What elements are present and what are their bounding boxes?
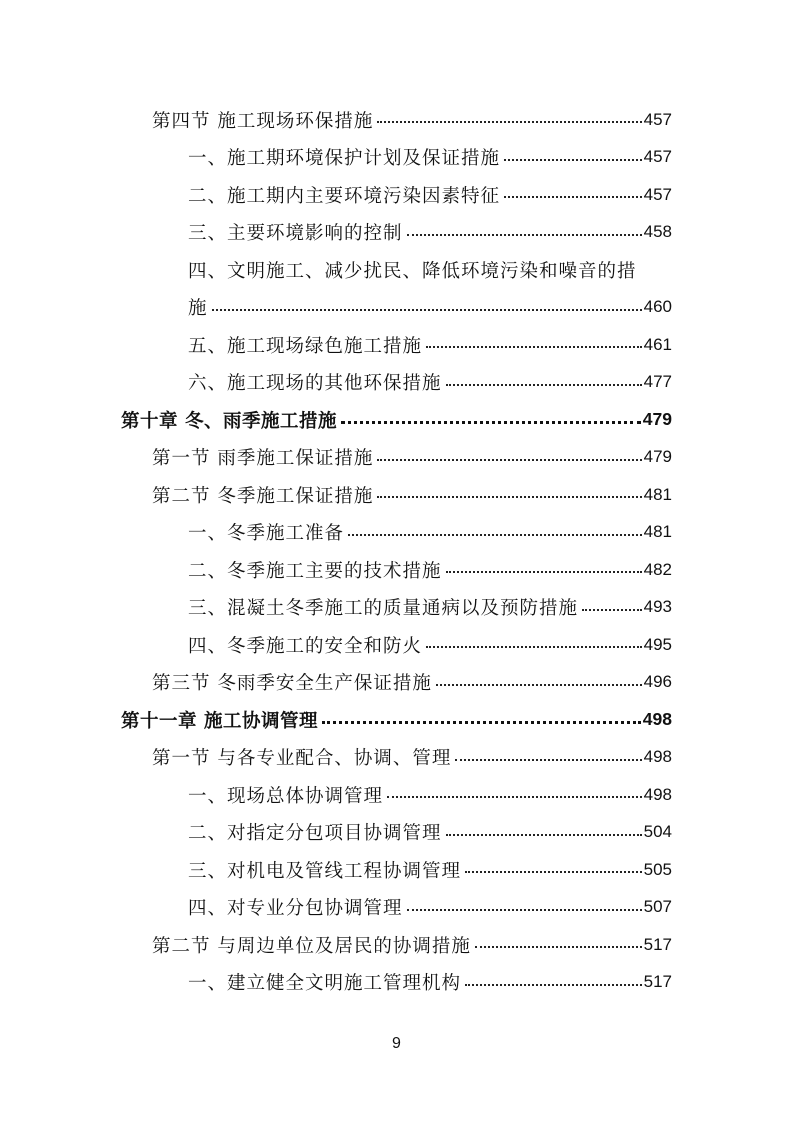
toc-item-entry[interactable] bbox=[188, 851, 672, 888]
toc-leader-dots bbox=[446, 362, 642, 386]
toc-entry-title: 一、现场总体协调管理 bbox=[188, 785, 384, 807]
toc-entry-page: 505 bbox=[643, 859, 672, 879]
toc-item-entry[interactable] bbox=[188, 889, 672, 926]
toc-entry-title: 第四节 施工现场环保措施 bbox=[152, 110, 374, 132]
toc-item-entry[interactable] bbox=[188, 214, 672, 251]
toc-chapter-entry[interactable] bbox=[121, 401, 672, 438]
toc-section-entry[interactable] bbox=[152, 664, 672, 701]
toc-section-entry[interactable] bbox=[152, 101, 672, 138]
toc-entry-page: 498 bbox=[643, 784, 672, 804]
toc-entry-page: 481 bbox=[643, 522, 672, 541]
toc-entry-title: 三、主要环境影响的控制 bbox=[188, 223, 403, 244]
toc-entry-page: 495 bbox=[643, 634, 672, 654]
toc-leader-dots bbox=[504, 137, 642, 161]
toc-entry-page: 461 bbox=[643, 334, 672, 354]
toc-item-entry[interactable] bbox=[188, 551, 672, 588]
toc-entry-title: 一、建立健全文明施工管理机构 bbox=[188, 973, 462, 994]
toc-entry-page: 479 bbox=[642, 409, 672, 429]
toc-entry-page: 496 bbox=[643, 672, 672, 691]
toc-item-entry-wrapped[interactable] bbox=[188, 251, 672, 288]
toc-leader-dots bbox=[377, 437, 641, 461]
toc-leader-dots bbox=[504, 174, 642, 198]
toc-entry-title: 五、施工现场绿色施工措施 bbox=[188, 335, 423, 357]
toc-entry-title: 六、施工现场的其他环保措施 bbox=[188, 373, 442, 394]
toc-leader-dots bbox=[436, 662, 642, 686]
toc-entry-page: 498 bbox=[642, 709, 672, 729]
toc-leader-dots bbox=[377, 474, 641, 498]
toc-entry-page: 507 bbox=[643, 897, 672, 916]
toc-entry-page: 460 bbox=[643, 297, 672, 316]
toc-leader-dots bbox=[455, 737, 641, 761]
toc-leader-dots bbox=[407, 212, 642, 236]
toc-item-entry[interactable] bbox=[188, 364, 672, 401]
toc-entry-title: 第一节 雨季施工保证措施 bbox=[152, 448, 374, 469]
toc-entry-page: 457 bbox=[643, 147, 672, 166]
toc-entry-page: 517 bbox=[643, 934, 672, 954]
toc-entry-title: 二、对指定分包项目协调管理 bbox=[188, 823, 442, 844]
toc-entry-title: 第十章 冬、雨季施工措施 bbox=[121, 410, 337, 432]
toc-entry-title: 第二节 冬季施工保证措施 bbox=[152, 485, 374, 507]
toc-leader-dots bbox=[322, 699, 641, 724]
toc-entry-page: 458 bbox=[643, 222, 672, 241]
toc-leader-dots bbox=[426, 324, 642, 348]
toc-leader-dots bbox=[407, 887, 642, 911]
toc-entry-title: 一、施工期环境保护计划及保证措施 bbox=[188, 148, 501, 169]
toc-item-entry-continuation[interactable] bbox=[188, 289, 672, 326]
page-number: 9 bbox=[392, 1035, 401, 1052]
toc-leader-dots bbox=[387, 774, 642, 798]
toc-section-entry[interactable] bbox=[152, 926, 672, 963]
toc-entry-title: 三、混凝土冬季施工的质量通病以及预防措施 bbox=[188, 598, 579, 619]
toc-entry-page: 504 bbox=[643, 822, 672, 841]
toc-entry-title: 四、文明施工、减少扰民、降低环境污染和噪音的措 bbox=[188, 260, 637, 282]
toc-leader-dots bbox=[582, 587, 642, 611]
toc-item-entry[interactable] bbox=[188, 326, 672, 363]
toc-entry-title: 四、对专业分包协调管理 bbox=[188, 898, 403, 919]
toc-item-entry[interactable] bbox=[188, 626, 672, 663]
toc-entry-page: 481 bbox=[643, 484, 672, 504]
toc-section-entry[interactable] bbox=[152, 739, 672, 776]
toc-entry-title: 三、对机电及管线工程协调管理 bbox=[188, 860, 462, 882]
toc-entry-title: 第二节 与周边单位及居民的协调措施 bbox=[152, 935, 471, 957]
toc-leader-dots bbox=[341, 399, 641, 424]
toc-entry-title: 第三节 冬雨季安全生产保证措施 bbox=[152, 673, 432, 694]
toc-section-entry[interactable] bbox=[152, 476, 672, 513]
toc-entry-page: 517 bbox=[643, 972, 672, 991]
toc-leader-dots bbox=[465, 849, 642, 873]
toc-leader-dots bbox=[426, 624, 642, 648]
toc-leader-dots bbox=[475, 924, 642, 948]
toc-entry-page: 477 bbox=[643, 372, 672, 391]
toc-item-entry[interactable] bbox=[188, 139, 672, 176]
toc-entry-page: 457 bbox=[643, 184, 672, 204]
toc-entry-page: 482 bbox=[643, 559, 672, 579]
toc-leader-dots bbox=[465, 962, 642, 986]
toc-entry-page: 498 bbox=[643, 747, 672, 766]
toc-entry-page: 493 bbox=[643, 597, 672, 616]
toc-item-entry[interactable] bbox=[188, 514, 672, 551]
toc-leader-dots bbox=[377, 99, 641, 123]
toc-entry-title: 第一节 与各专业配合、协调、管理 bbox=[152, 748, 452, 769]
toc-item-entry[interactable] bbox=[188, 776, 672, 813]
toc-section-entry[interactable] bbox=[152, 439, 672, 476]
toc-entry-title: 二、冬季施工主要的技术措施 bbox=[188, 560, 442, 582]
toc-item-entry[interactable] bbox=[188, 176, 672, 213]
toc-item-entry[interactable] bbox=[188, 589, 672, 626]
toc-entry-title: 二、施工期内主要环境污染因素特征 bbox=[188, 185, 501, 207]
toc-entry-page: 457 bbox=[643, 109, 672, 129]
toc-item-entry[interactable] bbox=[188, 814, 672, 851]
toc-entry-title: 第十一章 施工协调管理 bbox=[121, 710, 318, 732]
toc-leader-dots bbox=[446, 549, 642, 573]
toc-entry-title: 四、冬季施工的安全和防火 bbox=[188, 635, 423, 657]
toc-entry-page: 479 bbox=[643, 447, 672, 466]
toc-item-entry[interactable] bbox=[188, 964, 672, 1001]
toc-leader-dots bbox=[212, 287, 642, 311]
toc-entry-title: 施 bbox=[188, 298, 208, 319]
toc-leader-dots bbox=[348, 512, 642, 536]
toc-leader-dots bbox=[446, 812, 642, 836]
toc-chapter-entry[interactable] bbox=[121, 701, 672, 738]
toc-entry-title: 一、冬季施工准备 bbox=[188, 523, 345, 544]
